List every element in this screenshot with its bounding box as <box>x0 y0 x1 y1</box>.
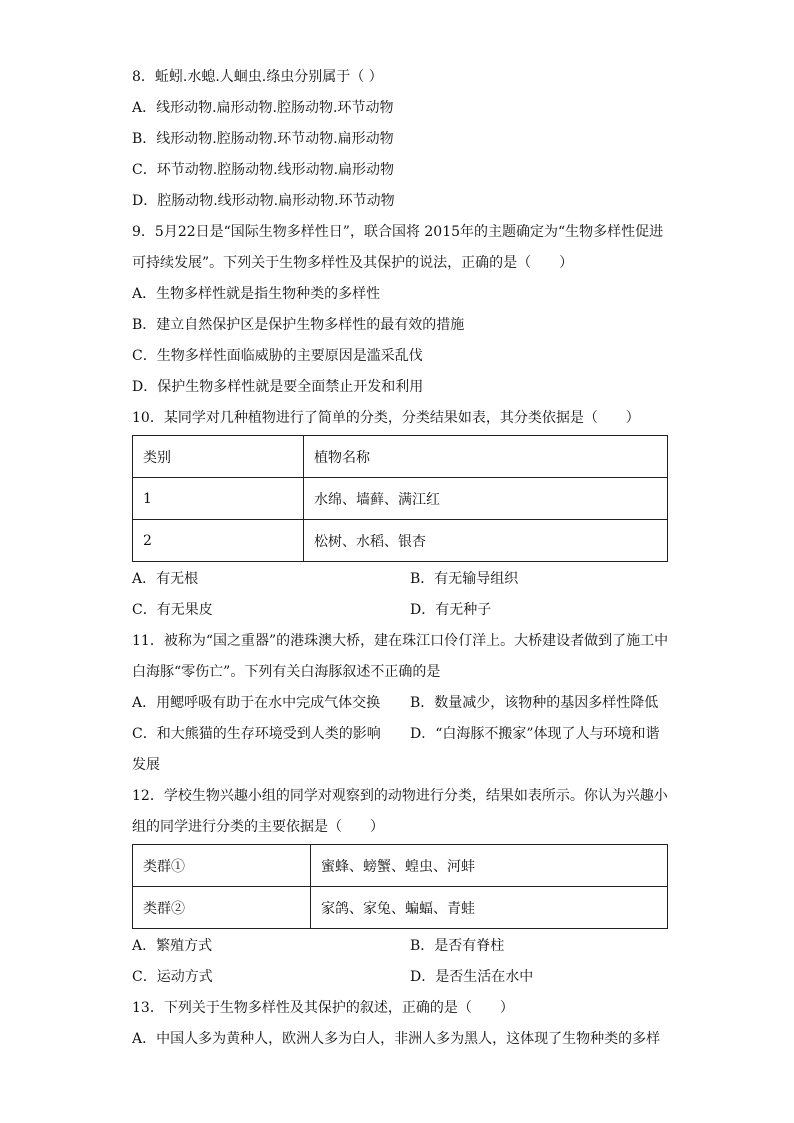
table-header-cell: 类别 <box>133 436 304 478</box>
q11-options-row2 <box>132 719 668 750</box>
q9-stem-line2: 可持续发展”。下列关于生物多样性及其保护的说法，正确的是（ ） <box>132 255 574 271</box>
q8-stem: 8．蚯蚓.水螅.人蛔虫.绦虫分别属于（ ） <box>132 69 383 85</box>
q12-option-c: C．运动方式 <box>132 969 213 985</box>
table-cell: 类群② <box>133 887 311 929</box>
q12-option-a: A．繁殖方式 <box>132 938 213 954</box>
q12-options-row2 <box>132 962 668 993</box>
table-cell: 2 <box>133 520 304 562</box>
q10-option-d: D．有无种子 <box>410 602 492 618</box>
q9-option-d: D．保护生物多样性就是要全面禁止开发和利用 <box>132 379 424 395</box>
q10-option-c: C．有无果皮 <box>132 602 213 618</box>
q9-stem-line1: 9．5月22日是“国际生物多样性日”，联合国将 2015年的主题确定为“生物多样性促进 <box>132 224 664 240</box>
table-row <box>133 520 668 562</box>
q11-options-row1 <box>132 688 668 719</box>
q9-option-b: B．建立自然保护区是保护生物多样性的最有效的措施 <box>132 317 465 333</box>
q10-stem: 10．某同学对几种植物进行了简单的分类，分类结果如表，其分类依据是（ ） <box>132 410 640 426</box>
q12-option-d: D．是否生活在水中 <box>410 969 534 985</box>
q9-option-a: A．生物多样性就是指生物种类的多样性 <box>132 286 381 302</box>
q8-option-c: C．环节动物.腔肠动物.线形动物.扁形动物 <box>132 162 395 178</box>
q11-stem-line1: 11．被称为“国之重器”的港珠澳大桥，建在珠江口伶仃洋上。大桥建设者做到了施工中 <box>132 633 668 649</box>
q10-option-b: B．有无输导组织 <box>410 571 519 587</box>
q10-options-row2 <box>132 595 668 626</box>
q10-options-row1 <box>132 564 668 595</box>
table-row <box>133 845 668 887</box>
q12-stem-line2: 组的同学进行分类的主要依据是（ ） <box>132 819 384 835</box>
q12-table <box>132 844 668 929</box>
q12-option-b: B．是否有脊柱 <box>410 938 505 954</box>
table-row <box>133 436 668 478</box>
q10-option-a: A．有无根 <box>132 571 199 587</box>
q11-option-c: C．和大熊猫的生存环境受到人类的影响 <box>132 726 381 742</box>
table-cell: 1 <box>133 478 304 520</box>
table-row <box>133 478 668 520</box>
q11-option-a: A．用鳃呼吸有助于在水中完成气体交换 <box>132 695 381 711</box>
table-row <box>133 887 668 929</box>
table-cell: 类群① <box>133 845 311 887</box>
q12-options-row1 <box>132 931 668 962</box>
q8-option-a: A．线形动物.扁形动物.腔肠动物.环节动物 <box>132 100 394 116</box>
q11-option-b: B．数量减少，该物种的基因多样性降低 <box>410 695 659 711</box>
question-content <box>132 62 668 1055</box>
q11-option-d-continued: 发展 <box>132 757 160 773</box>
q13-option-a: A．中国人多为黄种人，欧洲人多为白人，非洲人多为黑人，这体现了生物种类的多样 <box>132 1031 661 1047</box>
table-cell: 松树、水稻、银杏 <box>304 520 668 562</box>
q11-option-d: D．“白海豚不搬家”体现了人与环境和谐 <box>410 726 660 742</box>
q8-option-b: B．线形动物.腔肠动物.环节动物.扁形动物 <box>132 131 394 147</box>
q10-table <box>132 435 668 562</box>
table-header-cell: 植物名称 <box>304 436 668 478</box>
q9-option-c: C．生物多样性面临威胁的主要原因是滥采乱伐 <box>132 348 423 364</box>
q13-stem: 13．下列关于生物多样性及其保护的叙述，正确的是（ ） <box>132 1000 514 1016</box>
q8-option-d: D．腔肠动物.线形动物.扁形动物.环节动物 <box>132 193 395 209</box>
table-cell: 家鸽、家兔、蝙蝠、青蛙 <box>311 887 668 929</box>
q12-stem-line1: 12．学校生物兴趣小组的同学对观察到的动物进行分类，结果如表所示。你认为兴趣小 <box>132 788 668 804</box>
table-cell: 水绵、墙藓、满江红 <box>304 478 668 520</box>
q11-stem-line2: 白海豚“零伤亡”。下列有关白海豚叙述不正确的是 <box>132 664 441 680</box>
table-cell: 蜜蜂、螃蟹、蝗虫、河蚌 <box>311 845 668 887</box>
